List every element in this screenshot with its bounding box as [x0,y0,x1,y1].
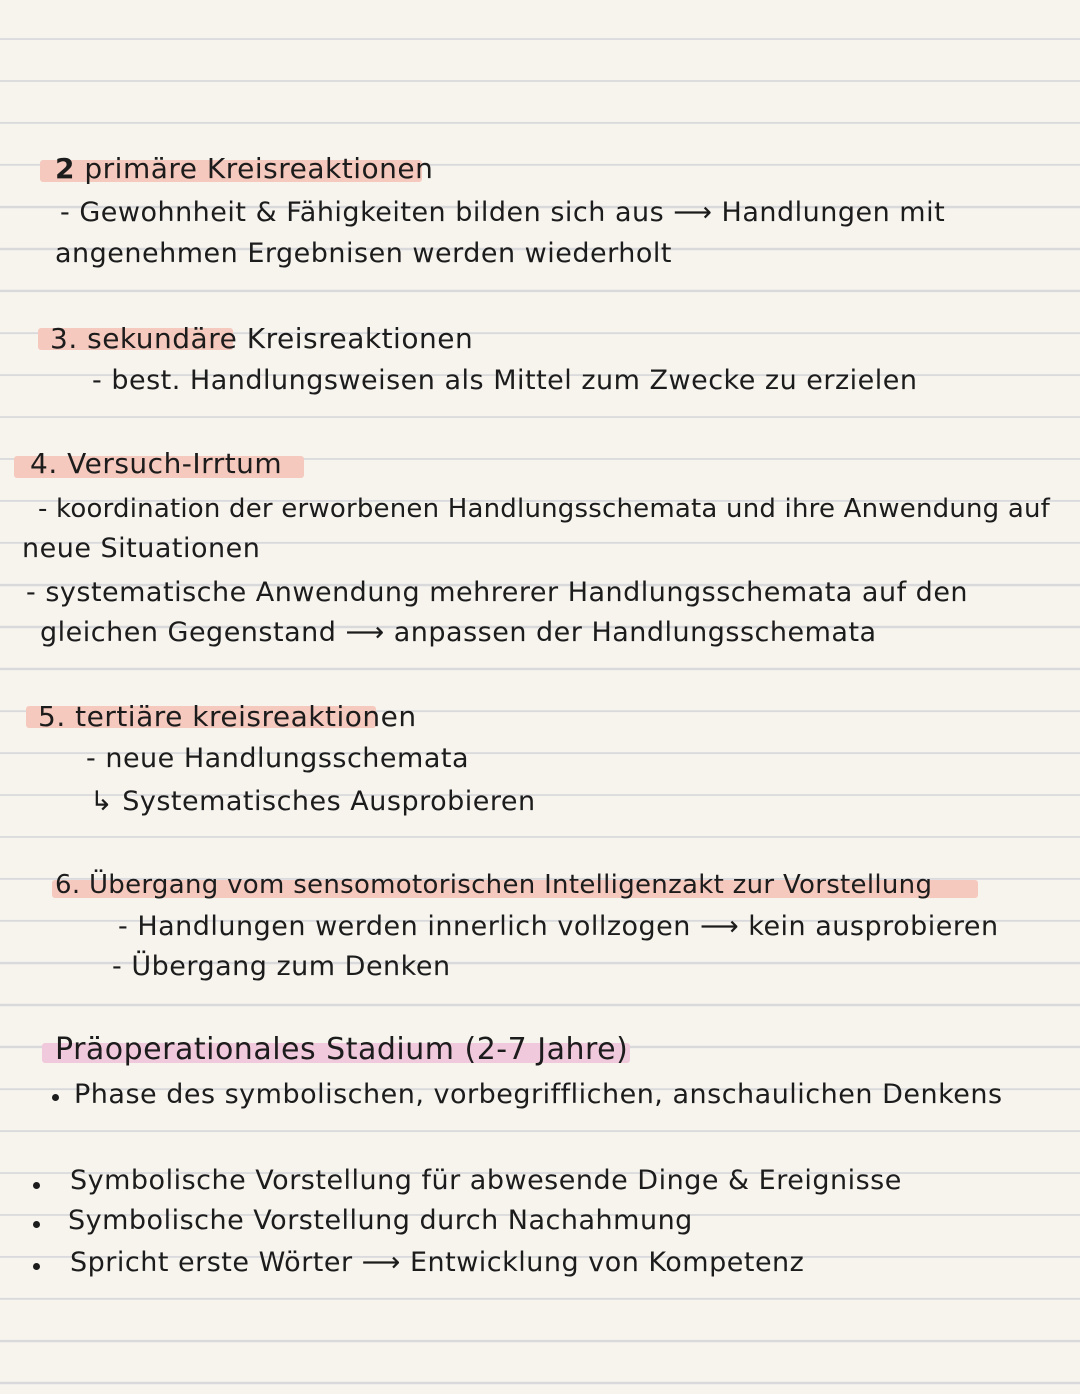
section-5-line-1: - neue Handlungsschemata [86,743,469,774]
bullet-dot [52,1094,59,1101]
preoperational-bullet-1: Symbolische Vorstellung für abwesende Dinge & Ereignisse [70,1165,902,1196]
preoperational-heading: Präoperationales Stadium (2-7 Jahre) [55,1032,629,1067]
preoperational-line-1: Phase des symbolischen, vorbegrifflichen, anschaulichen Denkens [74,1079,1003,1110]
section-4-line-4: gleichen Gegenstand ⟶ anpassen der Handlungsschemata [40,617,877,648]
section-3-line-1: - best. Handlungsweisen als Mittel zum Zwecke zu erzielen [92,365,918,396]
section-5-heading: 5. tertiäre kreisreaktionen [38,700,417,733]
section-2-number: 2 [55,152,75,185]
bullet-dot [33,1182,40,1189]
section-4-line-3: - systematische Anwendung mehrerer Handlungsschemata auf den [26,577,969,608]
section-2-line-1: - Gewohnheit & Fähigkeiten bilden sich aus ⟶ Handlungen mit [60,197,946,228]
bullet-dot [33,1263,40,1270]
section-2-heading [55,152,433,186]
bullet-dot [33,1221,40,1228]
section-3-heading: 3. sekundäre Kreisreaktionen [50,322,474,355]
section-2-line-2: angenehmen Ergebnisen werden wiederholt [55,238,672,269]
section-4-heading: 4. Versuch-Irrtum [30,447,283,480]
section-6-heading: 6. Übergang vom sensomotorischen Intelligenzakt zur Vorstellung [55,870,933,900]
section-5-line-2: ↳ Systematisches Ausprobieren [90,786,536,817]
section-6-line-1: - Handlungen werden innerlich vollzogen ⟶ kein ausprobieren [118,911,999,942]
preoperational-bullet-2: Symbolische Vorstellung durch Nachahmung [68,1205,693,1236]
section-2-title: primäre Kreisreaktionen [84,152,434,185]
preoperational-bullet-3: Spricht erste Wörter ⟶ Entwicklung von Kompetenz [70,1247,805,1278]
section-4-line-1: - koordination der erworbenen Handlungsschemata und ihre Anwendung auf [38,494,1051,524]
section-4-line-2: neue Situationen [22,533,261,564]
section-6-line-2: - Übergang zum Denken [112,951,451,982]
